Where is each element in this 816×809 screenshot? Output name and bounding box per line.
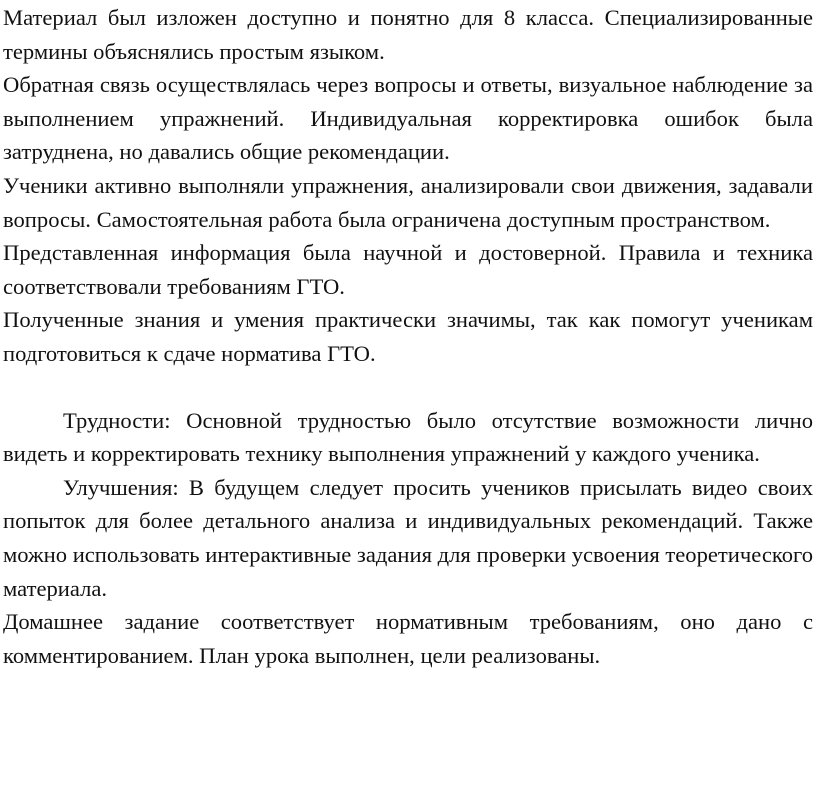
document-page [3,0,813,672]
paragraph-improvements: Улучшения: В будущем следует просить учеников присылать видео своих попыток для более детального анализа и индивидуальных рекомендаций. Также можно использовать интерактивные задания для проверки усвоения теоретического материала. [3,474,813,601]
paragraph-difficulties: Трудности: Основной трудностью было отсутствие возможности лично видеть и корректировать технику выполнения упражнений у каждого ученика. [3,407,813,467]
paragraph-material: Материал был изложен доступно и понятно для 8 класса. Специализированные термины объяснялись простым языком. [3,5,813,64]
paragraph-spacer [3,371,813,404]
paragraph-information: Представленная информация была научной и достоверной. Правила и техника соответствовали требованиям ГТО. [3,240,813,299]
paragraph-feedback: Обратная связь осуществлялась через вопросы и ответы, визуальное наблюдение за выполнением упражнений. Индивидуальная корректировка ошибок была затруднена, но давались общие рекомендации. [3,72,813,165]
paragraph-homework: Домашнее задание соответствует нормативным требованиям, оно дано с комментированием. План урока выполнен, цели реализованы. [3,609,813,668]
paragraph-knowledge: Полученные знания и умения практически значимы, так как помогут ученикам подготовиться к сдаче норматива ГТО. [3,307,813,366]
paragraph-students-activity: Ученики активно выполняли упражнения, анализировали свои движения, задавали вопросы. Самостоятельная работа была ограничена доступным пространством. [3,172,813,232]
